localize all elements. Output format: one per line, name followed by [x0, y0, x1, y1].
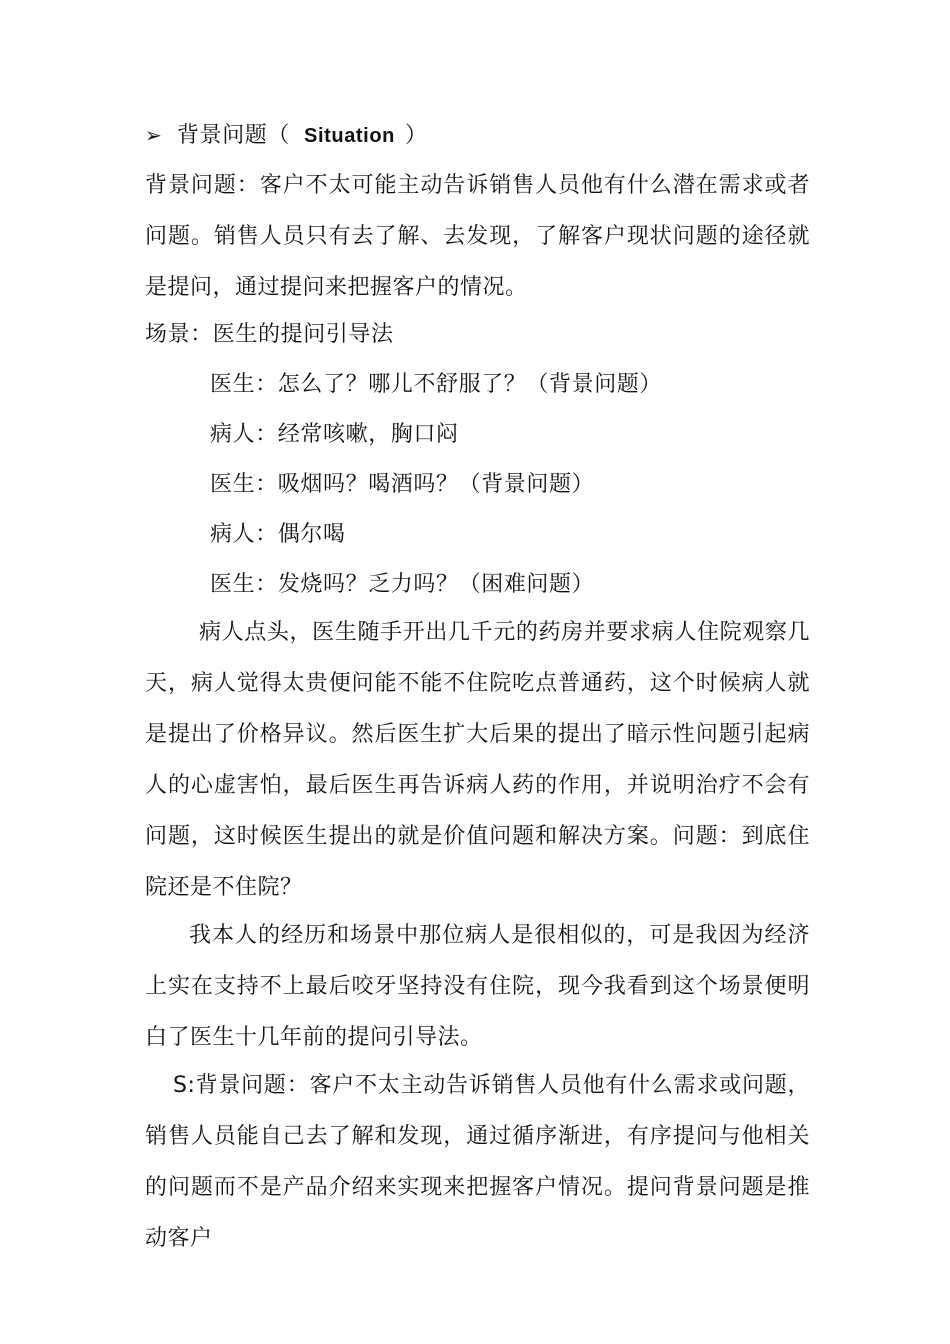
- heading-latin-term: Situation: [304, 125, 395, 147]
- dialogue-line: 医生：发烧吗？乏力吗？（困难问题）: [210, 572, 595, 597]
- heading-title: 背景问题（: [177, 123, 291, 148]
- scene-label: 场景：医生的提问引导法: [145, 322, 394, 347]
- section-heading: [145, 120, 428, 151]
- dialogue-line: 病人：经常咳嗽，胸口闷: [210, 422, 459, 447]
- reflection-paragraph: 我本人的经历和场景中那位病人是很相似的，可是我因为经济上实在支持不上最后咬牙坚持没有住院，现今我看到这个场景便明白了医生十几年前的提问引导法。: [145, 923, 810, 1050]
- story-paragraph: 病人点头，医生随手开出几千元的药房并要求病人住院观察几天，病人觉得太贵便问能不能不住院吃点普通药，这个时候病人就是提出了价格异议。然后医生扩大后果的提出了暗示性问题引起病人的心虚害怕，最后医生再告诉病人药的作用，并说明治疗不会有问题，这时候医生提出的就是价值问题和解决方案。问题：到底住院还是不住院？: [145, 620, 810, 900]
- dialogue-line: 医生：吸烟吗？喝酒吗？（背景问题）: [210, 472, 595, 497]
- intro-paragraph: 背景问题：客户不太可能主动告诉销售人员他有什么潜在需求或者问题。销售人员只有去了解、去发现，了解客户现状问题的途径就是提问，通过提问来把握客户的情况。: [145, 173, 810, 300]
- heading-close-paren: ）: [404, 123, 428, 148]
- dialogue-line: 病人：偶尔喝: [210, 522, 346, 547]
- arrow-bullet-icon: ➢: [145, 123, 163, 147]
- summary-paragraph: S:背景问题：客户不太主动告诉销售人员他有什么需求或问题，销售人员能自己去了解和发现，通过循序渐进，有序提问与他相关的问题而不是产品介绍来实现来把握客户情况。提问背景问题是推动客户: [145, 1073, 810, 1251]
- dialogue-line: 医生：怎么了？哪儿不舒服了？（背景问题）: [210, 372, 663, 397]
